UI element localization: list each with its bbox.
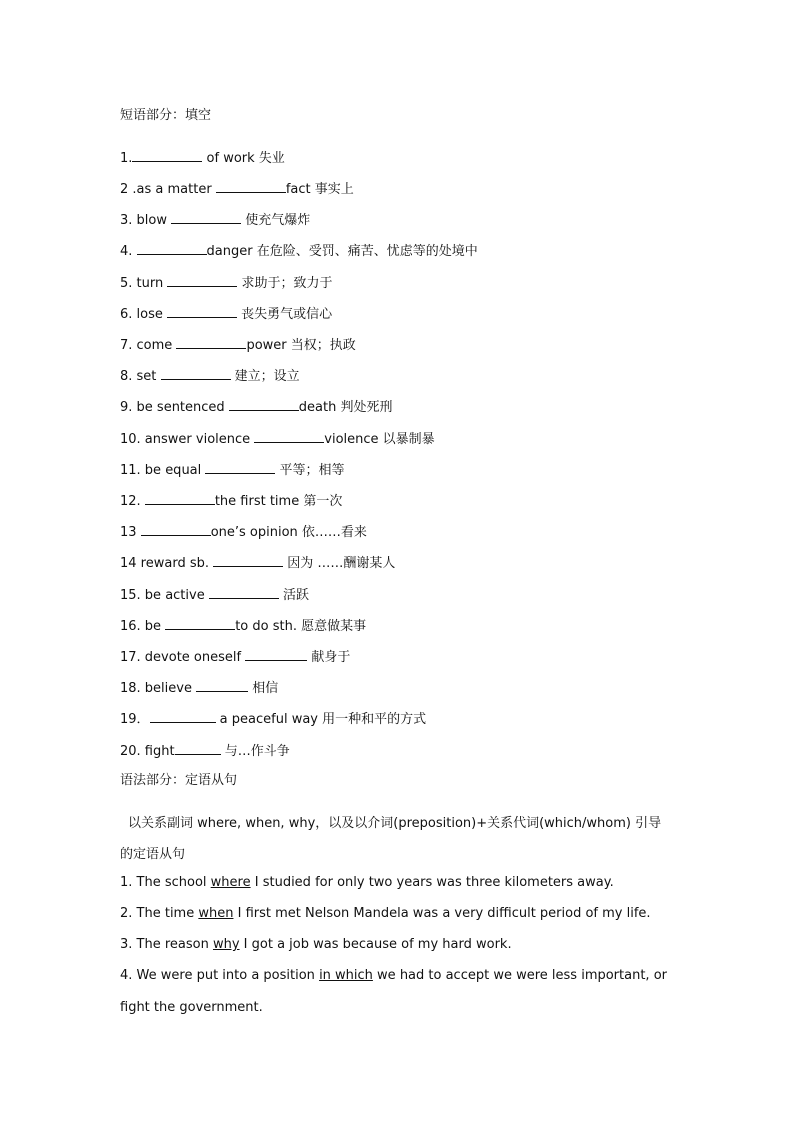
phrase-suffix: the first time 第一次 xyxy=(214,494,343,509)
fill-in-blank[interactable] xyxy=(196,679,248,692)
phrase-item xyxy=(120,396,392,415)
grammar-intro-line-2: 的定语从句 xyxy=(120,847,186,862)
phrase-item xyxy=(120,615,366,634)
phrase-suffix: 活跃 xyxy=(278,588,309,603)
fill-in-blank[interactable] xyxy=(216,180,286,193)
fill-in-blank[interactable] xyxy=(137,242,207,255)
phrase-suffix: fact 事实上 xyxy=(285,182,354,197)
example-prefix: 2. The time xyxy=(120,906,199,921)
phrase-suffix: 与…作斗争 xyxy=(220,744,290,759)
grammar-example xyxy=(120,937,680,952)
phrase-suffix: 建立；设立 xyxy=(230,369,300,384)
fill-in-blank[interactable] xyxy=(150,710,216,723)
relative-word: when xyxy=(198,906,234,921)
phrase-prefix: 18. believe xyxy=(120,681,197,696)
fill-in-blank[interactable] xyxy=(171,211,241,224)
fill-in-blank[interactable] xyxy=(161,367,231,380)
example-prefix: 4. We were put into a position xyxy=(120,968,320,983)
phrase-item xyxy=(120,272,333,291)
fill-in-blank[interactable] xyxy=(213,554,283,567)
grammar-intro-line-1: 以关系副词 where, when, why，以及以介词(preposition)+关系代词(which/whom) 引导 xyxy=(128,816,662,831)
phrase-suffix: 使充气爆炸 xyxy=(241,213,311,228)
fill-in-blank[interactable] xyxy=(245,648,307,661)
phrase-prefix: 9. be sentenced xyxy=(120,400,229,415)
phrase-item xyxy=(120,428,435,447)
phrase-prefix: 3. blow xyxy=(120,213,172,228)
phrase-section-title: 短语部分：填空 xyxy=(120,108,212,123)
phrase-suffix: to do sth. 愿意做某事 xyxy=(235,619,367,634)
relative-word: where xyxy=(210,875,251,890)
phrase-item xyxy=(120,459,345,478)
phrase-prefix: 16. be xyxy=(120,619,166,634)
phrase-prefix: 17. devote oneself xyxy=(120,650,246,665)
phrase-suffix: of work 失业 xyxy=(202,151,285,166)
phrase-prefix: 19． xyxy=(120,712,150,727)
phrase-item xyxy=(120,490,342,509)
phrase-prefix: 8. set xyxy=(120,369,161,384)
fill-in-blank[interactable] xyxy=(145,492,215,505)
phrase-item xyxy=(120,584,309,603)
grammar-section-title: 语法部分：定语从句 xyxy=(120,773,238,788)
example-prefix: 1. The school xyxy=(120,875,211,890)
phrase-prefix: 1. xyxy=(120,151,133,166)
relative-word: in which xyxy=(319,968,373,983)
example-suffix: I studied for only two years was three kilometers away. xyxy=(250,875,614,890)
fill-in-blank[interactable] xyxy=(176,336,246,349)
grammar-example xyxy=(120,875,680,890)
fill-in-blank[interactable] xyxy=(132,149,202,162)
phrase-suffix: death 判处死刑 xyxy=(298,400,393,415)
phrase-item xyxy=(120,334,356,353)
fill-in-blank[interactable] xyxy=(167,305,237,318)
phrase-item xyxy=(120,677,278,696)
phrase-suffix: violence 以暴制暴 xyxy=(324,432,435,447)
phrase-item xyxy=(120,303,332,322)
phrase-suffix: danger 在危险、受罚、痛苦、忧虑等的处境中 xyxy=(206,244,478,259)
phrase-item xyxy=(120,240,478,259)
phrase-prefix: 13 xyxy=(120,525,141,540)
phrase-item xyxy=(120,178,354,197)
phrase-prefix: 20. fight xyxy=(120,744,175,759)
phrase-item xyxy=(120,646,350,665)
phrase-prefix: 2 .as a matter xyxy=(120,182,216,197)
fill-in-blank[interactable] xyxy=(254,430,324,443)
phrase-suffix: 相信 xyxy=(248,681,279,696)
fill-in-blank[interactable] xyxy=(167,274,237,287)
phrase-item xyxy=(120,521,367,540)
phrase-suffix: one’s opinion 依……看来 xyxy=(210,525,367,540)
fill-in-blank[interactable] xyxy=(165,617,235,630)
example-4-continuation: fight the government. xyxy=(120,1000,263,1015)
phrase-prefix: 10. answer violence xyxy=(120,432,255,447)
phrase-prefix: 4. xyxy=(120,244,137,259)
phrase-suffix: 献身于 xyxy=(307,650,351,665)
phrase-item xyxy=(120,209,310,228)
fill-in-blank[interactable] xyxy=(229,398,299,411)
phrase-suffix: 丧失勇气或信心 xyxy=(237,307,333,322)
phrase-suffix: 因为 ……酬谢某人 xyxy=(283,556,396,571)
grammar-example xyxy=(120,968,680,983)
fill-in-blank[interactable] xyxy=(175,742,221,755)
phrase-suffix: power 当权；执政 xyxy=(246,338,356,353)
phrase-suffix: a peaceful way 用一种和平的方式 xyxy=(215,712,427,727)
example-suffix: I first met Nelson Mandela was a very difficult period of my life. xyxy=(233,906,651,921)
phrase-item xyxy=(120,552,395,571)
phrase-prefix: 5. turn xyxy=(120,276,168,291)
phrase-prefix: 7. come xyxy=(120,338,177,353)
phrase-item xyxy=(120,740,290,759)
phrase-suffix: 求助于；致力于 xyxy=(237,276,333,291)
fill-in-blank[interactable] xyxy=(141,523,211,536)
fill-in-blank[interactable] xyxy=(209,586,279,599)
phrase-prefix: 6. lose xyxy=(120,307,168,322)
example-prefix: 3. The reason xyxy=(120,937,213,952)
phrase-item xyxy=(120,365,300,384)
relative-word: why xyxy=(212,937,240,952)
fill-in-blank[interactable] xyxy=(205,461,275,474)
grammar-example xyxy=(120,906,680,921)
phrase-prefix: 11. be equal xyxy=(120,463,206,478)
phrase-item xyxy=(120,708,426,727)
example-suffix: we had to accept we were less important, or xyxy=(372,968,667,983)
phrase-item xyxy=(120,147,285,166)
phrase-prefix: 12. xyxy=(120,494,145,509)
example-suffix: I got a job was because of my hard work. xyxy=(239,937,512,952)
phrase-prefix: 15. be active xyxy=(120,588,209,603)
phrase-prefix: 14 reward sb. xyxy=(120,556,214,571)
phrase-suffix: 平等；相等 xyxy=(275,463,345,478)
